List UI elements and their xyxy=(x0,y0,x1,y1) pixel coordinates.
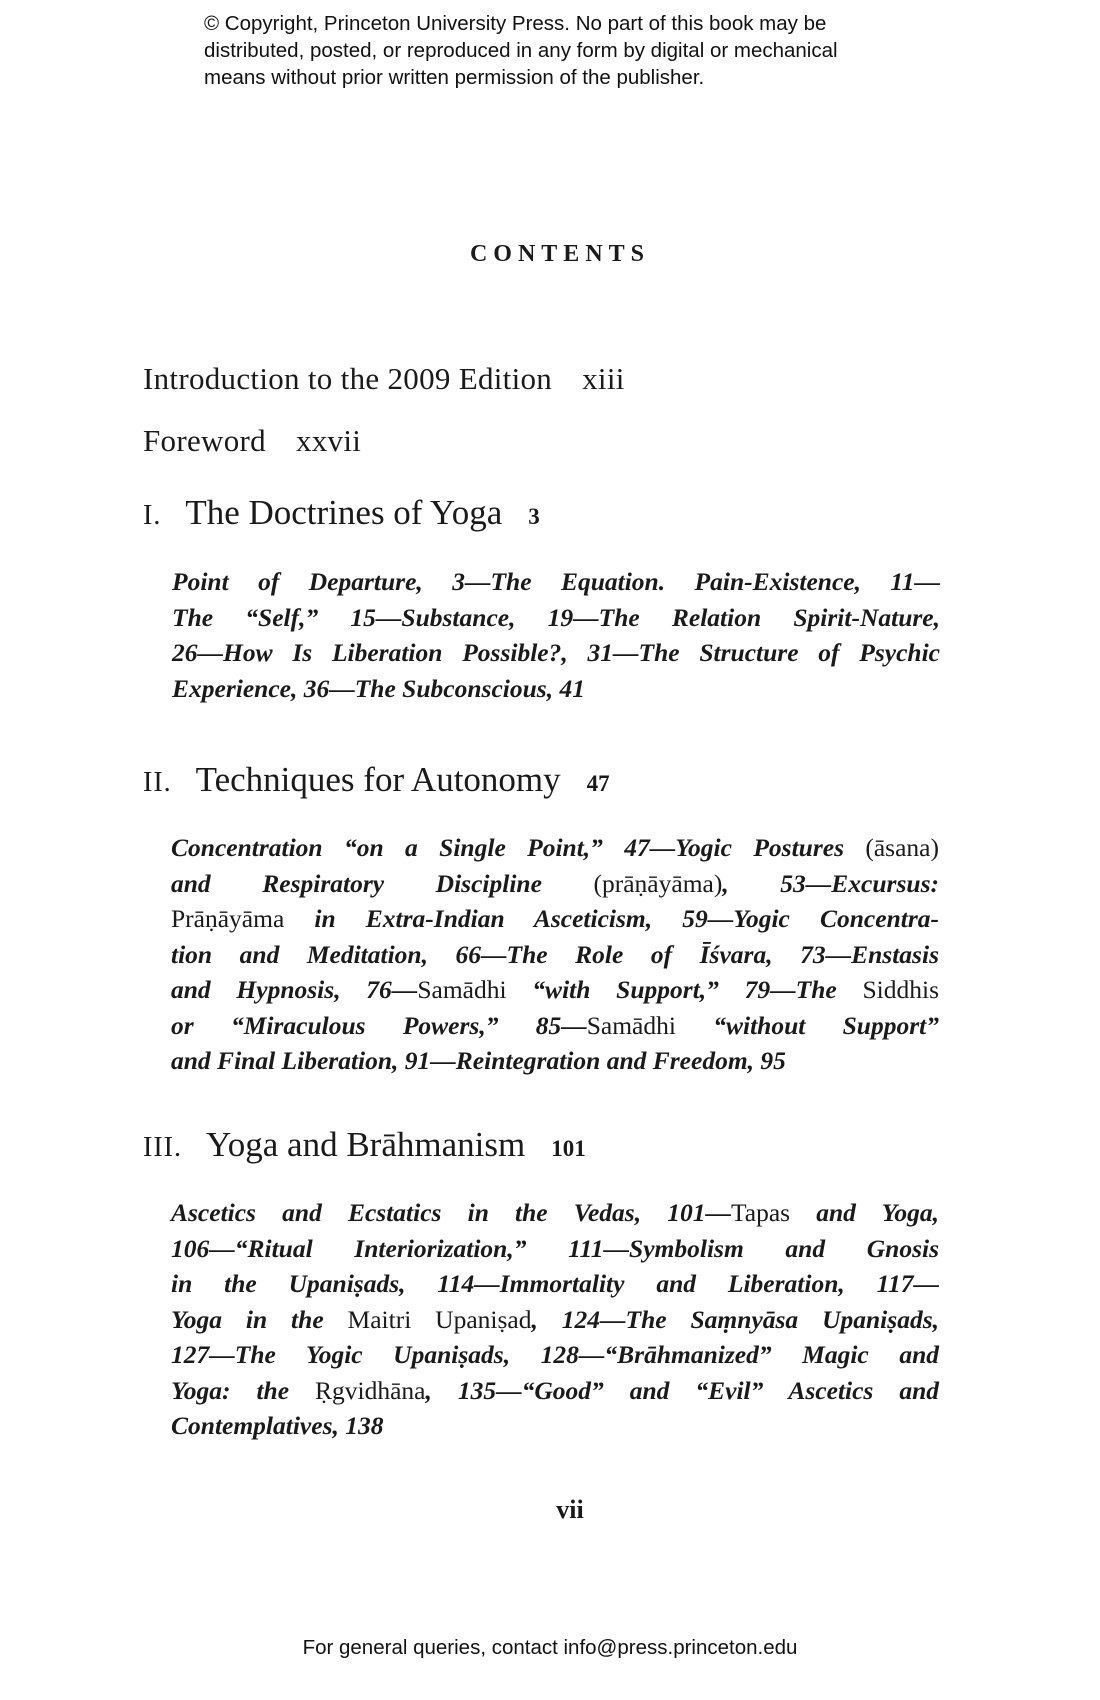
summary-segment: Yoga: the xyxy=(171,1375,316,1405)
chapter-heading-1[interactable] xyxy=(143,493,540,533)
chapter-heading-2[interactable] xyxy=(143,760,610,800)
summary-segment: in the Upaniṣads, 114—Immortality and Liberation, 117— xyxy=(171,1269,939,1298)
toc-entry-page: xxvii xyxy=(295,423,362,458)
summary-segment: , 53—Excursus: xyxy=(722,868,939,898)
chapter-numeral: I. xyxy=(143,500,162,531)
summary-line xyxy=(171,1337,939,1373)
summary-segment: 26—How Is Liberation Possible?, 31—The Structure of Psychic xyxy=(172,638,940,667)
summary-segment: Concentration “on a Single Point,” 47—Yogic Postures xyxy=(171,833,866,862)
chapter-numeral: III. xyxy=(143,1132,182,1163)
summary-segment: , 135—“Good” and “Evil” Ascetics and xyxy=(425,1375,940,1405)
summary-segment: Ascetics and Ecstatics in the Vedas, 101— xyxy=(171,1198,731,1227)
copyright-line: © Copyright, Princeton University Press. No part of this book may be xyxy=(204,12,827,35)
summary-segment: Contemplatives, 138 xyxy=(171,1411,384,1440)
summary-line xyxy=(171,1266,939,1302)
chapter-summary-1 xyxy=(172,564,940,706)
summary-segment: , 124—The Saṃnyāsa Upaniṣads, xyxy=(531,1304,939,1334)
toc-entry-title: Foreword xyxy=(143,423,266,458)
summary-segment: Maitri Upaniṣad xyxy=(347,1304,532,1334)
chapter-summary-3 xyxy=(171,1195,939,1444)
chapter-page: 3 xyxy=(528,504,540,529)
summary-segment: Experience, 36—The Subconscious, 41 xyxy=(172,673,585,703)
chapter-title: Yoga and Brāhmanism xyxy=(205,1125,526,1164)
chapter-page: 47 xyxy=(586,771,610,796)
summary-line xyxy=(171,1231,939,1267)
contents-heading: CONTENTS xyxy=(469,241,651,267)
summary-line xyxy=(171,937,939,973)
summary-segment: “without Support” xyxy=(675,1010,939,1040)
chapter-title: Techniques for Autonomy xyxy=(195,760,561,799)
chapter-summary-2 xyxy=(171,830,939,1079)
summary-line xyxy=(172,564,940,600)
summary-line xyxy=(171,830,939,866)
summary-segment: and Hypnosis, 76— xyxy=(171,975,418,1004)
summary-segment: 127—The Yogic Upaniṣads, 128—“Brāhmanized” Magic and xyxy=(171,1340,939,1369)
toc-entry-title: Introduction to the 2009 Edition xyxy=(143,361,553,396)
summary-segment: and Final Liberation, 91—Reintegration and Freedom, 95 xyxy=(171,1046,786,1075)
summary-line xyxy=(171,1408,939,1444)
chapter-numeral: II. xyxy=(143,767,172,798)
toc-entry-foreword[interactable] xyxy=(143,423,361,459)
summary-segment: Prāṇāyāma xyxy=(171,904,285,933)
toc-entry-introduction[interactable] xyxy=(143,361,625,397)
summary-segment: Point of Departure, 3—The Equation. Pain-Existence, 11— xyxy=(172,567,940,596)
summary-segment: (prāṇāyāma) xyxy=(593,868,723,898)
summary-segment: 106—“Ritual Interiorization,” 111—Symbolism and Gnosis xyxy=(171,1233,939,1263)
summary-line xyxy=(171,866,939,902)
summary-segment: Siddhis xyxy=(862,975,939,1004)
summary-line xyxy=(172,600,940,636)
summary-segment: tion and Meditation, 66—The Role of Īśvara, 73—Enstasis xyxy=(171,939,939,969)
summary-segment: “with Support,” 79—The xyxy=(506,975,863,1004)
summary-line xyxy=(171,901,939,937)
summary-line xyxy=(172,635,940,671)
summary-line xyxy=(171,1043,939,1079)
summary-line xyxy=(171,1008,939,1044)
summary-segment: and Yoga, xyxy=(790,1198,939,1227)
page-number: vii xyxy=(556,1495,584,1524)
summary-segment: Samādhi xyxy=(417,975,507,1004)
summary-segment: Yoga in the xyxy=(171,1304,348,1334)
copyright-line: means without prior written permission of the publisher. xyxy=(204,66,705,89)
chapter-heading-3[interactable] xyxy=(143,1125,586,1165)
summary-line xyxy=(171,1373,939,1409)
summary-segment: The “Self,” 15—Substance, 19—The Relation Spirit-Nature, xyxy=(172,602,940,632)
summary-line xyxy=(171,1302,939,1338)
summary-line xyxy=(171,972,939,1008)
summary-line xyxy=(171,1195,939,1231)
summary-segment: Samādhi xyxy=(586,1010,676,1040)
summary-segment: and Respiratory Discipline xyxy=(171,868,594,898)
toc-entry-page: xiii xyxy=(582,361,625,396)
summary-segment: Tapas xyxy=(730,1198,791,1227)
summary-segment: or “Miraculous Powers,” 85— xyxy=(171,1010,587,1040)
summary-segment: in Extra-Indian Asceticism, 59—Yogic Concentra- xyxy=(284,904,939,933)
summary-segment: Ṛgvidhāna xyxy=(315,1375,426,1405)
chapter-page: 101 xyxy=(551,1136,586,1161)
footer-contact: For general queries, contact info@press.princeton.edu xyxy=(302,1636,798,1659)
summary-segment: (āsana) xyxy=(865,833,939,862)
summary-line xyxy=(172,671,940,707)
chapter-title: The Doctrines of Yoga xyxy=(185,493,503,532)
copyright-line: distributed, posted, or reproduced in any form by digital or mechanical xyxy=(204,39,838,62)
copyright-notice xyxy=(204,10,964,91)
